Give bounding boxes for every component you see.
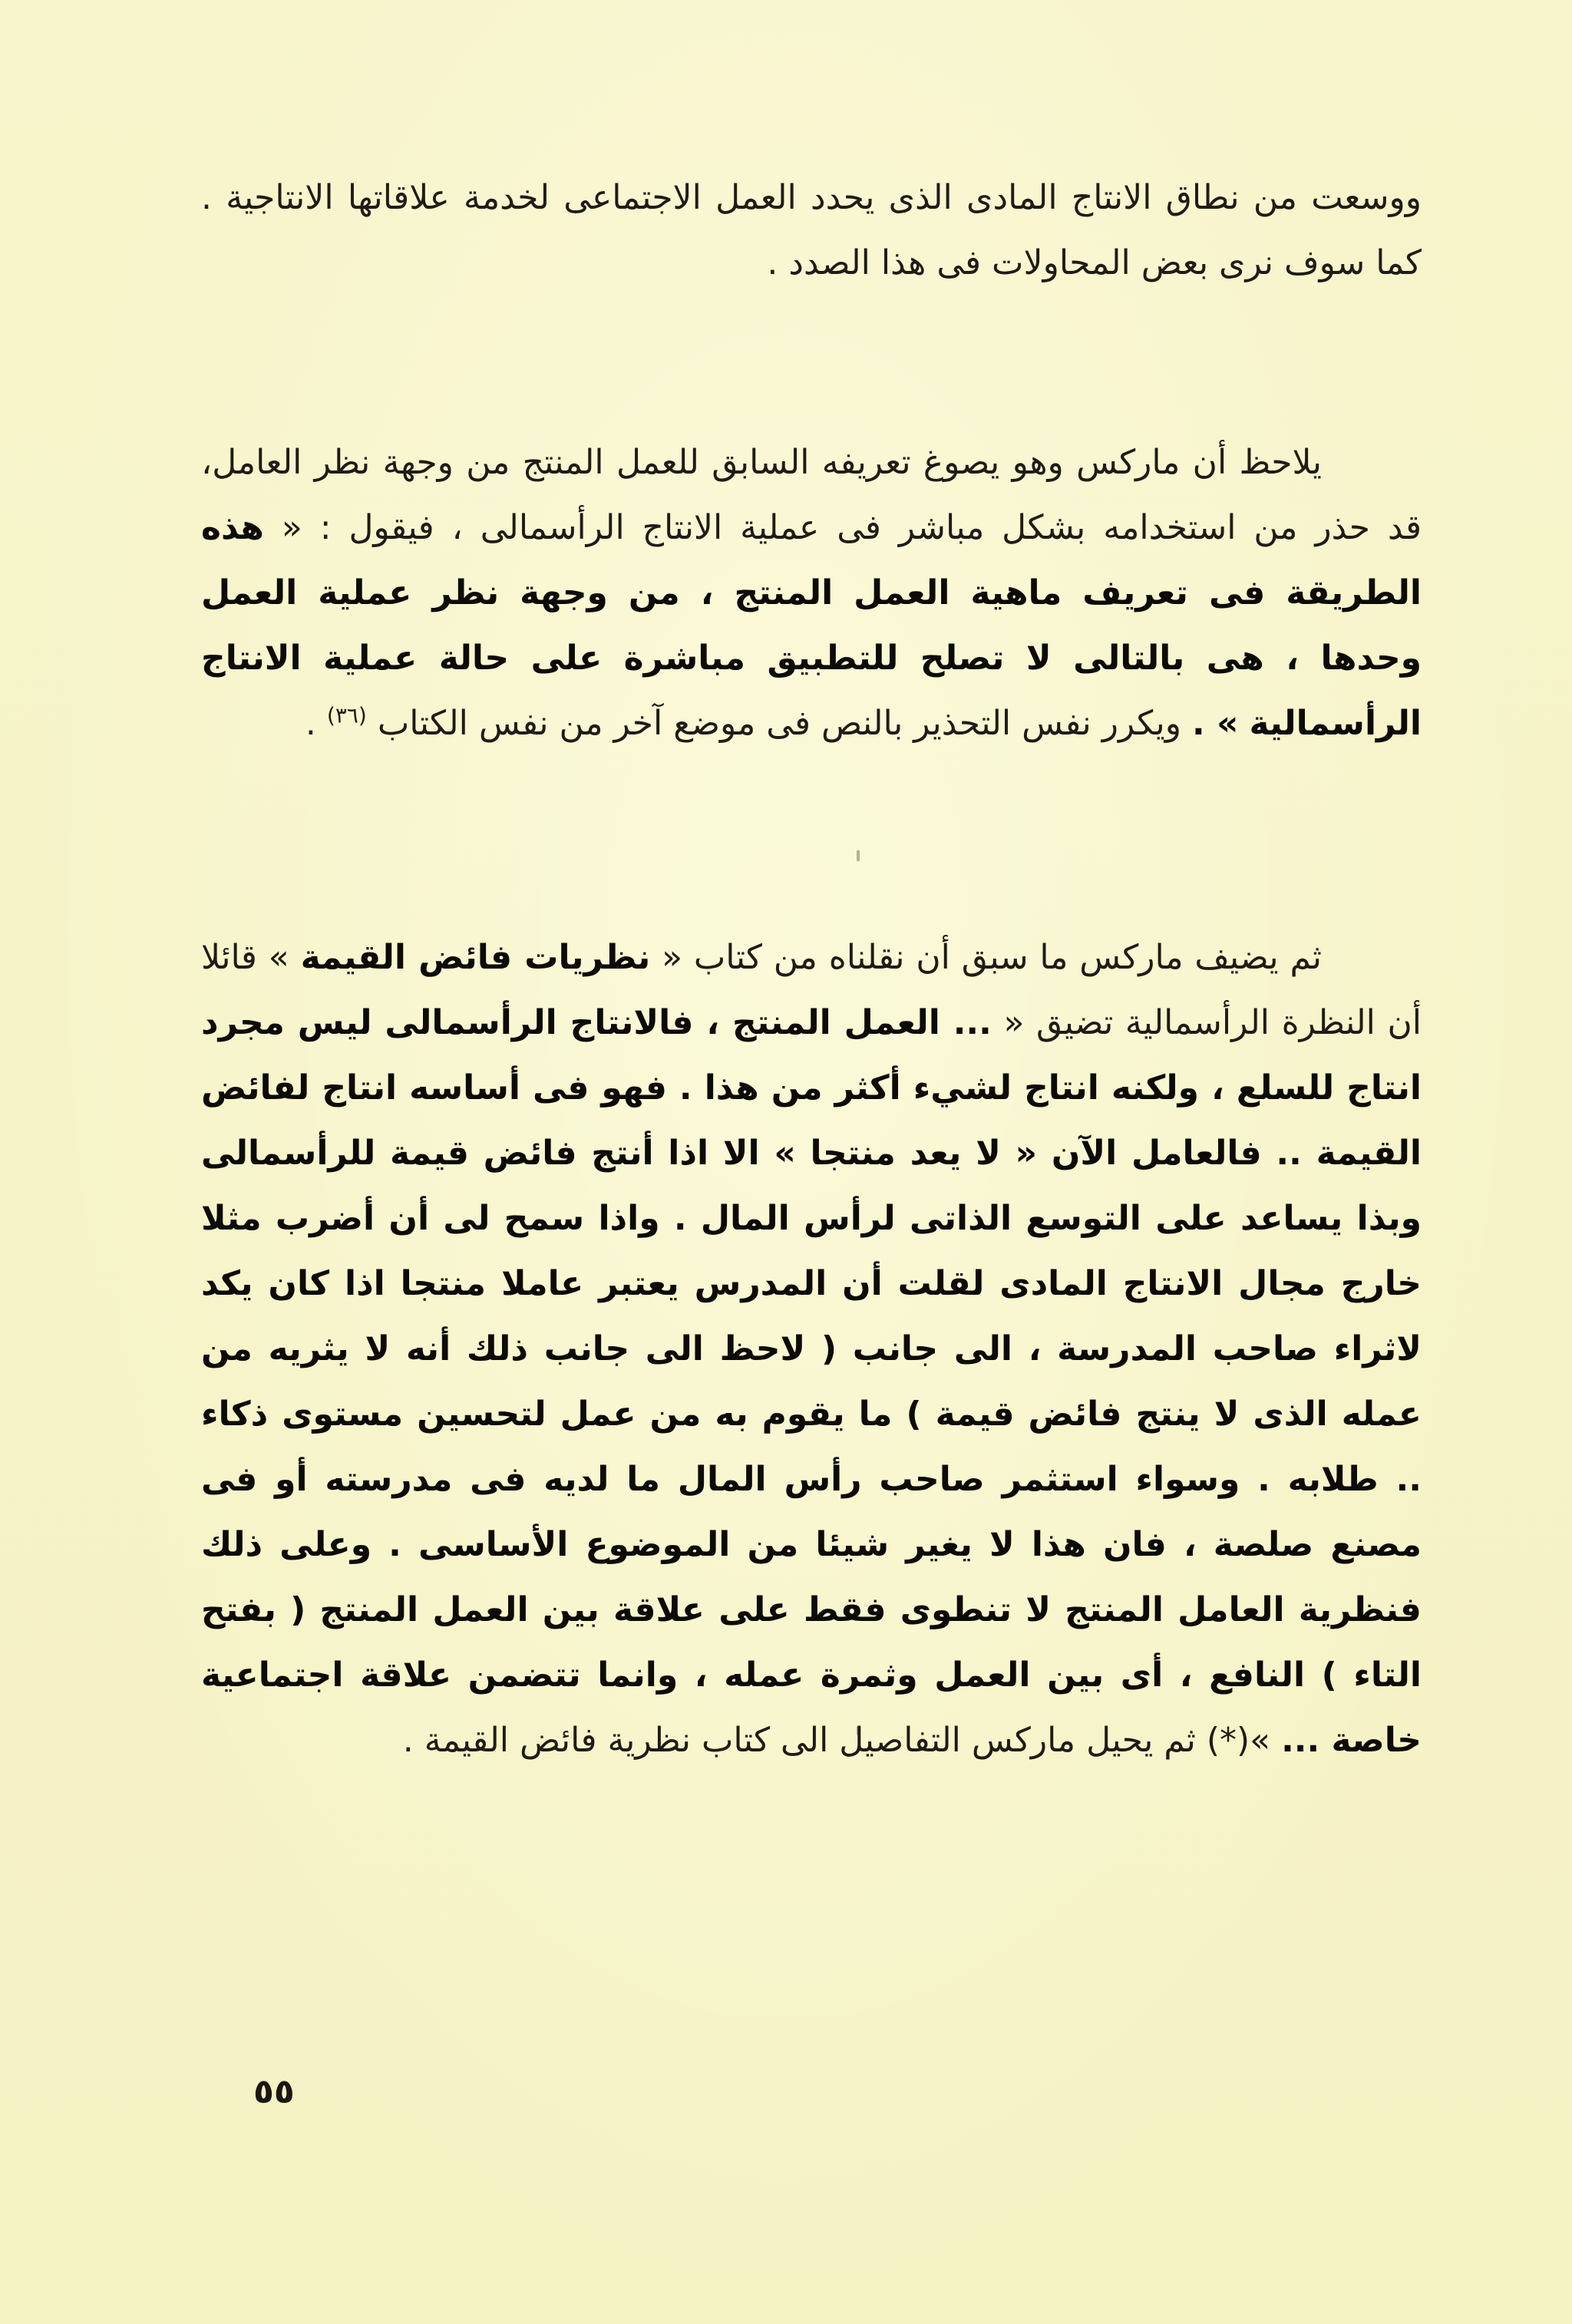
scan-speck	[857, 850, 860, 861]
paragraph-2-quote-close: » .	[1192, 704, 1239, 743]
footnote-mark: (*)	[1206, 1721, 1250, 1760]
paragraph-3	[201, 925, 1422, 1773]
paragraph-3-quote-close: »	[1250, 1721, 1271, 1760]
citation-36: (٣٦)	[326, 702, 367, 728]
paragraph-2	[201, 430, 1422, 756]
paragraph-3-outro: ثم يحيل ماركس التفاصيل الى كتاب نظرية فائض القيمة .	[402, 1721, 1207, 1760]
paragraph-3-quote: ... العمل المنتج ، فالانتاج الرأسمالى ليس مجرد انتاج للسلع ، ولكنه انتاج لشيء أكثر من هذا . فهو فى أساسه انتاج لفائض القيمة .. فالعامل الآن « لا يعد منتجا » الا اذا أنتج فائض قيمة للرأسمالى وبذا يساعد على التوسع الذاتى لرأس المال . واذا سمح لى أن أضرب مثلا خارج مجال الانتاج المادى لقلت أن المدرس يعتبر عاملا منتجا اذا كان يكد لاثراء صاحب المدرسة ، الى جانب ( لاحظ الى جانب ذلك أنه لا يثريه من عمله الذى لا ينتج فائض قيمة ) ما يقوم به من عمل لتحسين مستوى ذكاء .. طلابه . وسواء استثمر صاحب رأس المال ما لديه فى مدرسته أو فى مصنع صلصة ، فان هذا لا يغير شيئا من الموضوع الأساسى . وعلى ذلك فنظرية العامل المنتج لا تنطوى فقط على علاقة بين العمل المنتج ( بفتح التاء ) النافع ، أى بين العمل وثمرة عمله ، وانما تتضمن علاقة اجتماعية خاصة ...	[201, 1003, 1422, 1760]
paragraph-1-text: ووسعت من نطاق الانتاج المادى الذى يحدد العمل الاجتماعى لخدمة علاقاتها الانتاجية . كما سوف نرى بعض المحاولات فى هذا الصدد .	[201, 178, 1422, 282]
paragraph-3-middle: » قائلا أن النظرة الرأسمالية تضيق «	[201, 938, 1422, 1042]
page-number: ٥٥	[253, 2072, 295, 2111]
paragraph-2-outro-end: .	[305, 704, 327, 743]
paragraph-1	[201, 165, 1422, 295]
paragraph-2-quote: هذه الطريقة فى تعريف ماهية العمل المنتج ، من وجهة نظر عملية العمل وحدها ، هى بالتالى لا تصلح للتطبيق مباشرة على حالة عملية الانتاج الرأسمالية	[201, 508, 1422, 743]
book-title: نظريات فائض القيمة	[300, 938, 651, 977]
paragraph-2-outro: ويكرر نفس التحذير بالنص فى موضع آخر من نفس الكتاب	[377, 704, 1182, 743]
paragraph-2-intro: يلاحظ أن ماركس وهو يصوغ تعريفه السابق للعمل المنتج من وجهة نظر العامل، قد حذر من استخدامه بشكل مباشر فى عملية الانتاج الرأسمالى ، فيقول : «	[201, 443, 1422, 547]
paragraph-3-intro: ثم يضيف ماركس ما سبق أن نقلناه من كتاب «	[662, 938, 1322, 977]
